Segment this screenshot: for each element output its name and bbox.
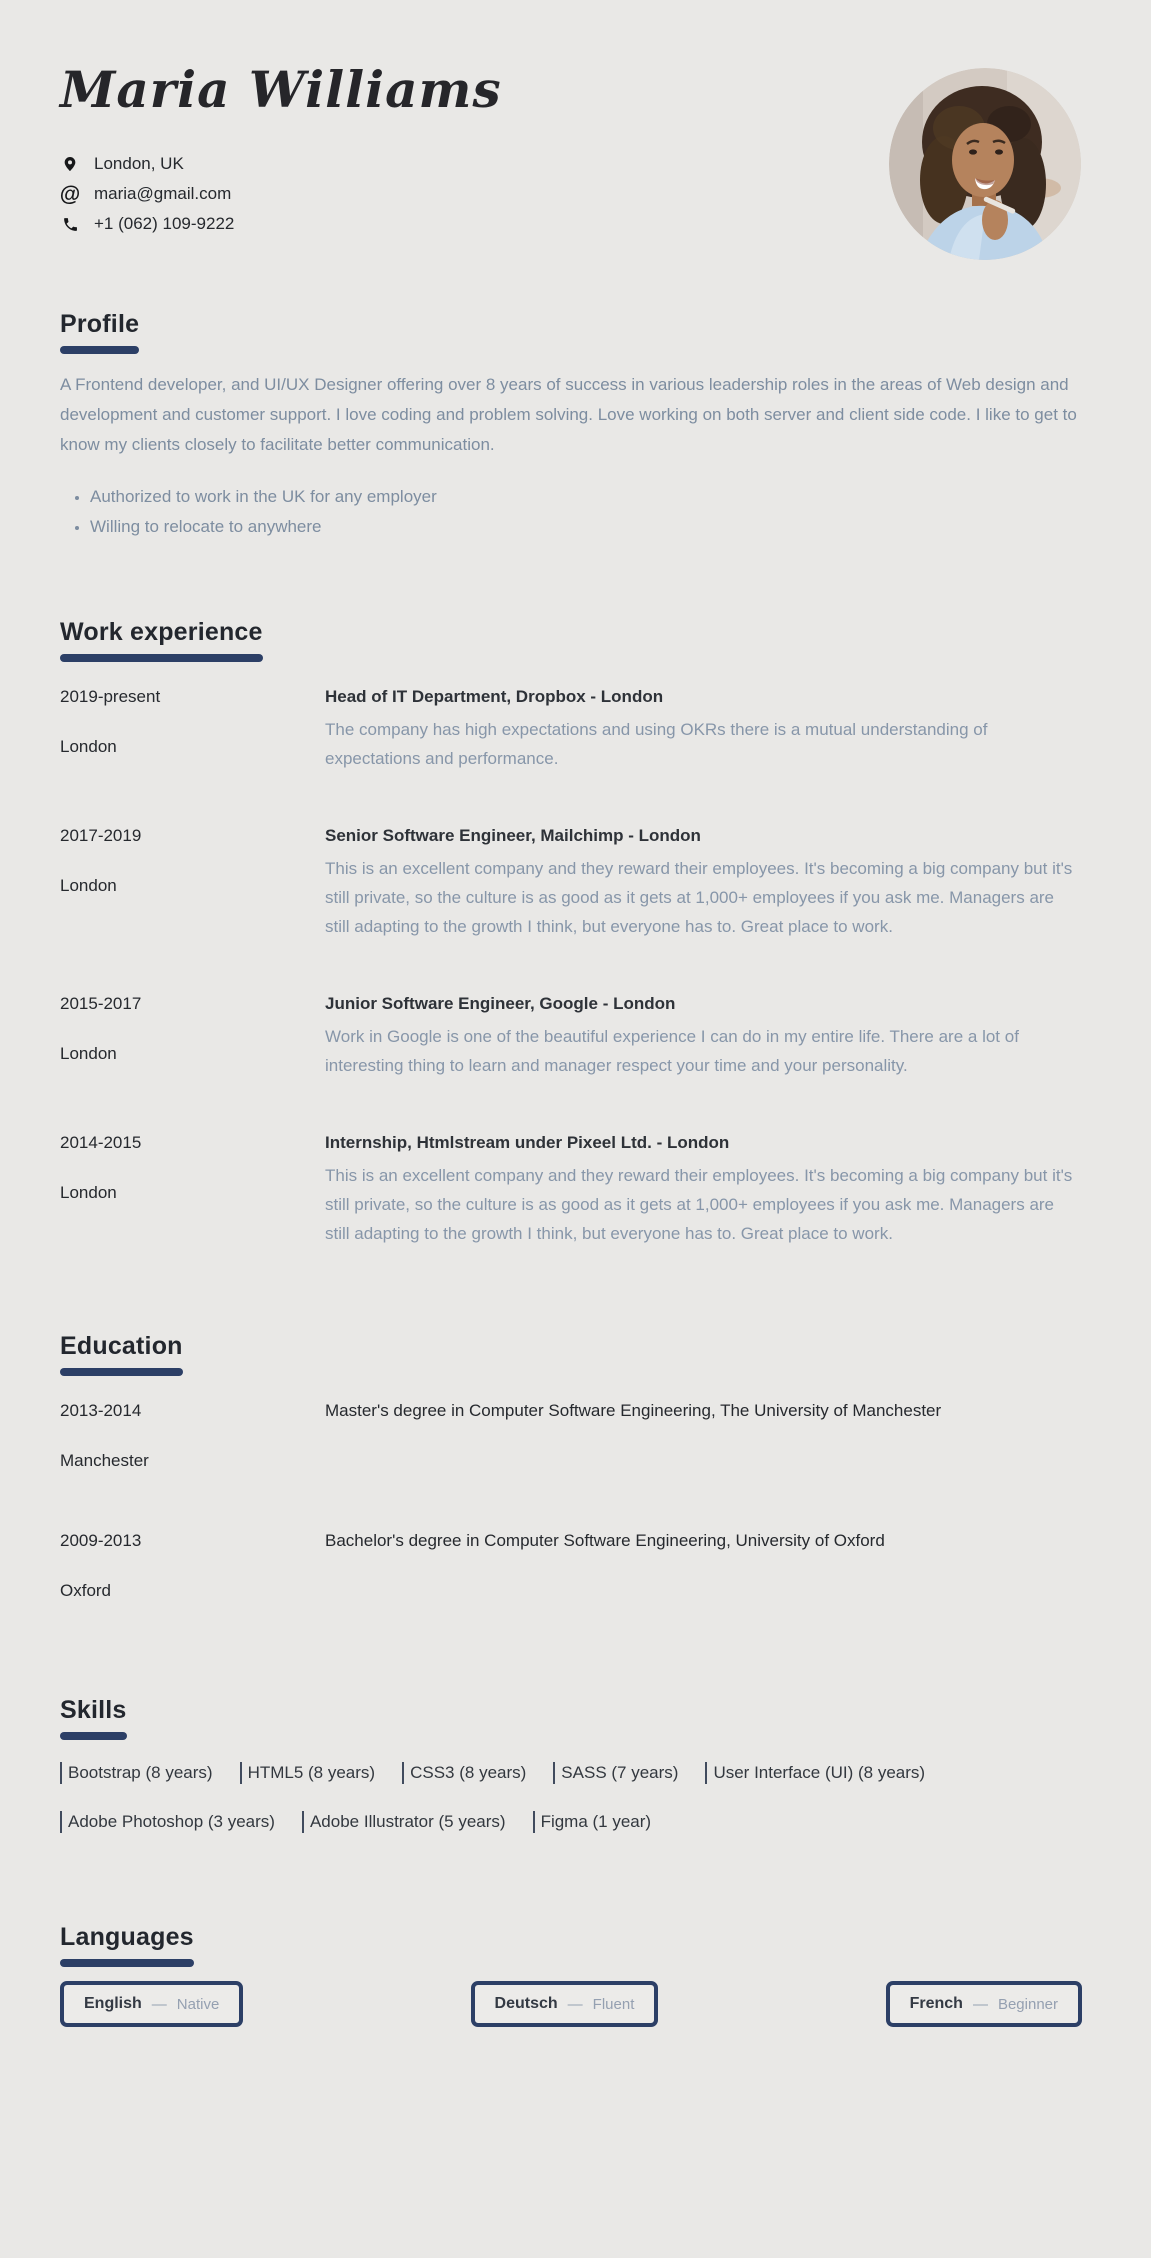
work-description: Work in Google is one of the beautiful experience I can do in my entire life. There are a lot of interesting thing to learn and manager respect your time and your personality.	[325, 1027, 1019, 1075]
education-degree: Bachelor's degree in Computer Software Engineering, University of Oxford	[325, 1531, 885, 1550]
resume-header	[60, 56, 1083, 260]
title-underline	[60, 654, 263, 662]
education-heading	[60, 1332, 183, 1376]
work-location: London	[60, 737, 117, 756]
work-position: Senior Software Engineer, Mailchimp - London	[325, 826, 701, 845]
skill-item: Adobe Photoshop (3 years)	[60, 1811, 275, 1833]
work-heading	[60, 618, 263, 662]
skill-item: CSS3 (8 years)	[402, 1762, 526, 1784]
work-entry	[60, 1128, 1083, 1248]
profile-bullet-list	[60, 482, 1083, 542]
language-level: Native	[176, 1995, 220, 2013]
language-box-french	[886, 1981, 1082, 2027]
work-position: Junior Software Engineer, Google - London	[325, 994, 676, 1013]
work-position: Internship, Htmlstream under Pixeel Ltd. - London	[325, 1133, 730, 1152]
location-pin-icon	[60, 154, 80, 174]
contact-location	[60, 149, 502, 179]
language-name: French	[909, 1995, 963, 2012]
contact-email	[60, 179, 502, 209]
section-education	[60, 1332, 1083, 1606]
education-dates: 2009-2013	[60, 1531, 142, 1550]
work-entry	[60, 682, 1083, 773]
language-box-english	[60, 1981, 243, 2027]
skill-item: SASS (7 years)	[553, 1762, 678, 1784]
section-profile	[60, 310, 1083, 542]
at-sign-icon: @	[59, 182, 81, 206]
phone-icon	[60, 216, 80, 233]
contact-phone-value: +1 (062) 109-9222	[94, 214, 235, 233]
work-position: Head of IT Department, Dropbox - London	[325, 687, 664, 706]
skill-item: Bootstrap (8 years)	[60, 1762, 213, 1784]
work-dates: 2015-2017	[60, 994, 142, 1013]
language-name: Deutsch	[494, 1995, 558, 2012]
profile-summary: A Frontend developer, and UI/UX Designer offering over 8 years of success in various leadership roles in the areas of Web design and development and customer support. I love coding and problem solving. Love working on both server and client side code. I like to get to know my clients closely to facilitate better communication.	[60, 375, 1077, 454]
education-dates: 2013-2014	[60, 1401, 142, 1420]
languages-title: Languages	[60, 1923, 194, 1951]
skill-item: Adobe Illustrator (5 years)	[302, 1811, 506, 1833]
work-description: This is an excellent company and they reward their employees. It's becoming a big company but it's still private, so the culture is as good as it gets at 1,000+ employees if you ask me. Managers are still adapting to the growth I think, but everyone has to. Great place to work.	[325, 859, 1073, 936]
languages-heading	[60, 1923, 194, 1967]
work-description: This is an excellent company and they reward their employees. It's becoming a big company but it's still private, so the culture is as good as it gets at 1,000+ employees if you ask me. Managers are still adapting to the growth I think, but everyone has to. Great place to work.	[325, 1166, 1073, 1243]
work-entries	[60, 682, 1083, 1248]
section-languages	[60, 1923, 1083, 2027]
skills-title: Skills	[60, 1696, 127, 1724]
skills-list	[60, 1762, 1083, 1833]
work-dates: 2014-2015	[60, 1133, 142, 1152]
work-location: London	[60, 876, 117, 895]
profile-photo	[889, 68, 1081, 260]
skills-heading	[60, 1696, 127, 1740]
contact-email-value: maria@gmail.com	[94, 184, 232, 203]
education-title: Education	[60, 1332, 183, 1360]
title-underline	[60, 1732, 127, 1740]
skill-item: HTML5 (8 years)	[240, 1762, 376, 1784]
profile-bullet: • Authorized to work in the UK for any employer	[90, 482, 1083, 512]
language-box-deutsch	[471, 1981, 659, 2027]
dash-separator: —	[972, 1995, 988, 2013]
section-skills	[60, 1696, 1083, 1833]
language-level: Fluent	[592, 1995, 635, 2013]
profile-title: Profile	[60, 310, 140, 338]
work-location: London	[60, 1183, 117, 1202]
profile-bullet: • Willing to relocate to anywhere	[90, 512, 1083, 542]
title-underline	[60, 346, 139, 354]
education-entry	[60, 1396, 1083, 1476]
section-work-experience	[60, 618, 1083, 1248]
work-dates: 2019-present	[60, 687, 161, 706]
education-entry	[60, 1526, 1083, 1606]
language-list	[60, 1981, 1082, 2027]
work-location: London	[60, 1044, 117, 1063]
dash-separator: —	[567, 1995, 583, 2013]
education-location: Manchester	[60, 1451, 149, 1470]
person-name: Maria Williams	[60, 60, 502, 119]
education-entries	[60, 1396, 1083, 1606]
title-underline	[60, 1368, 183, 1376]
language-name: English	[84, 1995, 142, 2012]
contact-phone	[60, 209, 502, 239]
contact-list	[60, 149, 502, 239]
language-level: Beginner	[997, 1995, 1058, 2013]
work-dates: 2017-2019	[60, 826, 142, 845]
work-title: Work experience	[60, 618, 263, 646]
work-description: The company has high expectations and using OKRs there is a mutual understanding of expectations and performance.	[325, 720, 988, 768]
profile-heading	[60, 310, 139, 354]
work-entry	[60, 989, 1083, 1080]
header-left	[60, 56, 502, 239]
title-underline	[60, 1959, 194, 1967]
skill-item: Figma (1 year)	[533, 1811, 652, 1833]
dash-separator: —	[151, 1995, 167, 2013]
contact-location-value: London, UK	[94, 154, 184, 173]
education-degree: Master's degree in Computer Software Engineering, The University of Manchester	[325, 1401, 942, 1420]
skill-item: User Interface (UI) (8 years)	[705, 1762, 925, 1784]
work-entry	[60, 821, 1083, 941]
education-location: Oxford	[60, 1581, 112, 1600]
